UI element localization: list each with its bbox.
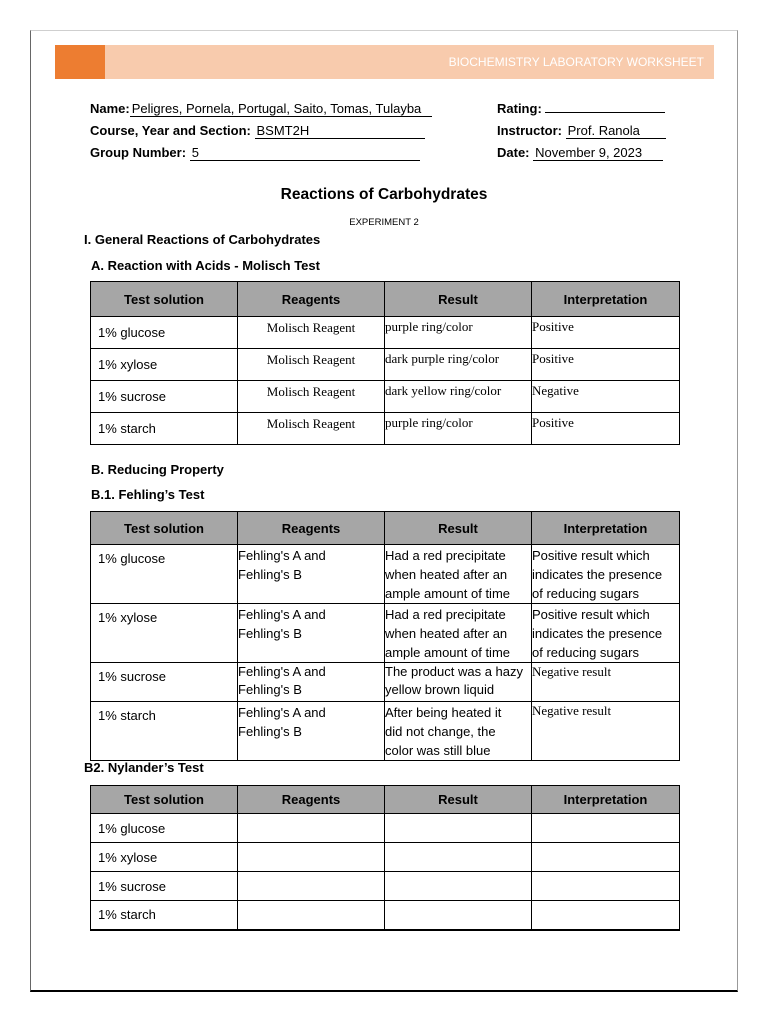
header-test-solution: Test solution [91, 282, 238, 317]
cell-solution: 1% sucrose [91, 663, 238, 702]
header-test-solution: Test solution [91, 786, 238, 814]
cell-solution: 1% starch [91, 413, 238, 445]
table-row [91, 413, 680, 445]
group-row [90, 145, 420, 161]
section-heading-fehling: B.1. Fehling’s Test [91, 487, 205, 502]
cell-reagent: Molisch Reagent [238, 349, 385, 381]
header-result: Result [385, 282, 532, 317]
fehling-table [90, 511, 680, 761]
cell-interpretation [532, 814, 680, 843]
cell-interpretation: Negative result [532, 663, 680, 702]
cell-line: Positive result which [532, 548, 650, 563]
table-row [91, 317, 680, 349]
name-value: Peligres, Pornela, Portugal, Saito, Tomas, Tulayba [130, 102, 432, 117]
cell-reagent [238, 663, 385, 702]
cell-solution: 1% glucose [91, 317, 238, 349]
header-interpretation: Interpretation [532, 512, 680, 545]
table-row [91, 381, 680, 413]
cell-line: Had a red precipitate [385, 548, 506, 563]
table-row [91, 814, 680, 843]
header-accent-block [55, 45, 105, 79]
table-row [91, 702, 680, 761]
cell-interpretation [532, 901, 680, 930]
cell-solution: 1% sucrose [91, 872, 238, 901]
section-heading-molisch: A. Reaction with Acids - Molisch Test [91, 258, 320, 273]
cell-result [385, 545, 532, 604]
header-test-solution: Test solution [91, 512, 238, 545]
course-value: BSMT2H [255, 124, 425, 139]
cell-reagent [238, 604, 385, 663]
table-row [91, 545, 680, 604]
cell-result: purple ring/color [385, 317, 532, 349]
cell-line: Had a red precipitate [385, 607, 506, 622]
cell-reagent [238, 545, 385, 604]
cell-line: did not change, the [385, 724, 496, 739]
cell-solution: 1% sucrose [91, 381, 238, 413]
date-label: Date: [497, 145, 530, 160]
date-value: November 9, 2023 [533, 146, 663, 161]
table-header-row [91, 282, 680, 317]
cell-reagent: Molisch Reagent [238, 413, 385, 445]
name-row [90, 101, 432, 117]
table-header-row [91, 512, 680, 545]
cell-solution: 1% xylose [91, 843, 238, 872]
cell-result [385, 843, 532, 872]
cell-reagent: Molisch Reagent [238, 317, 385, 349]
cell-line: yellow brown liquid [385, 682, 495, 697]
cell-line: ample amount of time [385, 645, 511, 660]
table-header-row [91, 786, 680, 814]
cell-result [385, 901, 532, 930]
header-reagents: Reagents [238, 786, 385, 814]
cell-line: indicates the presence [532, 567, 663, 582]
table-row [91, 349, 680, 381]
cell-interpretation: Positive [532, 349, 680, 381]
cell-line: Fehling's A and [238, 664, 326, 679]
cell-line: Fehling's A and [238, 548, 326, 563]
cell-solution: 1% glucose [91, 814, 238, 843]
section-heading-reducing: B. Reducing Property [91, 462, 224, 477]
cell-line: Fehling's B [238, 567, 302, 582]
cell-reagent [238, 814, 385, 843]
cell-solution: 1% xylose [91, 349, 238, 381]
cell-result [385, 604, 532, 663]
cell-result: purple ring/color [385, 413, 532, 445]
table-row [91, 843, 680, 872]
cell-solution: 1% glucose [91, 545, 238, 604]
cell-result: dark yellow ring/color [385, 381, 532, 413]
cell-result [385, 663, 532, 702]
header-result: Result [385, 512, 532, 545]
cell-interpretation [532, 545, 680, 604]
header-banner: BIOCHEMISTRY LABORATORY WORKSHEET [105, 45, 714, 79]
cell-reagent [238, 843, 385, 872]
rating-value [545, 112, 665, 113]
header-interpretation: Interpretation [532, 282, 680, 317]
cell-interpretation: Positive [532, 413, 680, 445]
cell-line: when heated after an [385, 626, 508, 641]
cell-line: when heated after an [385, 567, 508, 582]
cell-interpretation: Negative [532, 381, 680, 413]
instructor-row [497, 123, 666, 139]
course-label: Course, Year and Section: [90, 123, 251, 138]
instructor-value: Prof. Ranola [566, 124, 666, 139]
cell-result: dark purple ring/color [385, 349, 532, 381]
cell-result [385, 702, 532, 761]
header-result: Result [385, 786, 532, 814]
course-row [90, 123, 425, 139]
page-title: Reactions of Carbohydrates [280, 186, 488, 203]
table-row [91, 872, 680, 901]
header-interpretation: Interpretation [532, 786, 680, 814]
cell-reagent [238, 872, 385, 901]
cell-solution: 1% xylose [91, 604, 238, 663]
group-label: Group Number: [90, 145, 187, 160]
date-row [497, 145, 663, 161]
nylander-table [90, 785, 680, 931]
header-reagents: Reagents [238, 282, 385, 317]
header-reagents: Reagents [238, 512, 385, 545]
cell-line: Fehling's A and [238, 705, 326, 720]
table-row [91, 604, 680, 663]
cell-interpretation [532, 843, 680, 872]
name-label: Name: [90, 101, 130, 116]
instructor-label: Instructor: [497, 123, 562, 138]
cell-reagent [238, 702, 385, 761]
cell-line: Fehling's B [238, 724, 302, 739]
section-heading-nylander: B2. Nylander’s Test [84, 760, 204, 775]
experiment-label: EXPERIMENT 2 [349, 217, 419, 228]
cell-line: After being heated it [385, 705, 502, 720]
cell-interpretation [532, 872, 680, 901]
cell-line: Fehling's B [238, 626, 302, 641]
table-row [91, 901, 680, 930]
section-heading-general: I. General Reactions of Carbohydrates [84, 232, 321, 247]
cell-solution: 1% starch [91, 702, 238, 761]
cell-reagent: Molisch Reagent [238, 381, 385, 413]
cell-line: Fehling's B [238, 682, 302, 697]
table-row [91, 663, 680, 702]
cell-solution: 1% starch [91, 901, 238, 930]
cell-interpretation [532, 604, 680, 663]
cell-line: of reducing sugars [532, 586, 639, 601]
cell-interpretation: Positive [532, 317, 680, 349]
cell-line: ample amount of time [385, 586, 511, 601]
rating-row [497, 101, 665, 116]
cell-line: indicates the presence [532, 626, 663, 641]
cell-line: Fehling's A and [238, 607, 326, 622]
cell-line: The product was a hazy [385, 664, 524, 679]
cell-line: of reducing sugars [532, 645, 639, 660]
cell-line: Positive result which [532, 607, 650, 622]
cell-interpretation: Negative result [532, 702, 680, 761]
cell-line: color was still blue [385, 743, 491, 758]
molisch-table [90, 281, 680, 445]
cell-reagent [238, 901, 385, 930]
cell-result [385, 872, 532, 901]
group-value: 5 [190, 146, 420, 161]
cell-result [385, 814, 532, 843]
rating-label: Rating: [497, 101, 542, 116]
